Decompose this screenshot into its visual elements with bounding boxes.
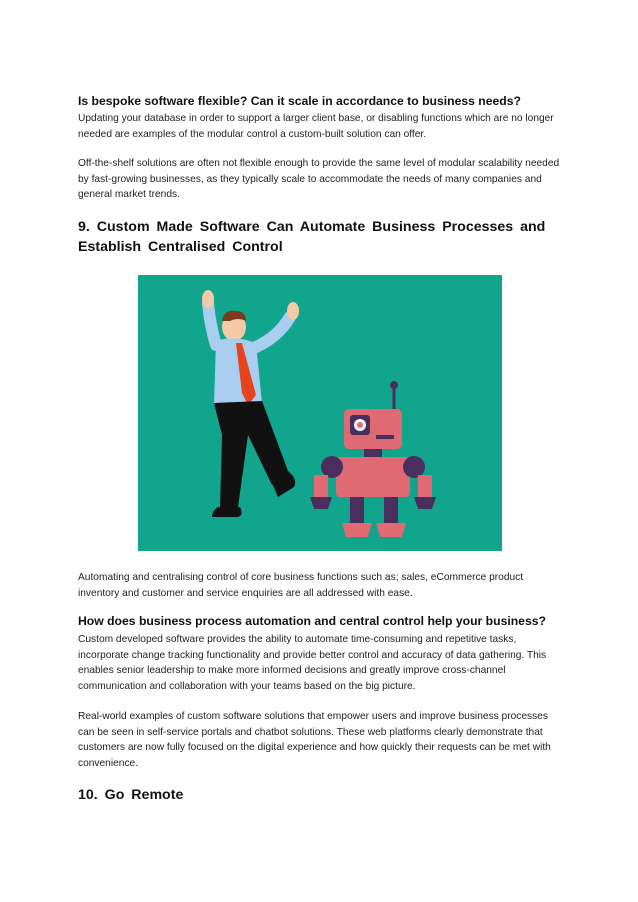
- businessman-figure: [202, 290, 299, 517]
- robot-figure: [310, 381, 436, 537]
- heading-section-10: 10. Go Remote: [78, 787, 184, 803]
- question-automation: How does business process automation and central control help your business?: [78, 614, 546, 628]
- paragraph-automating: Automating and centralising control of core business functions such as; sales, eCommerce product inventory and customer and service enquiries are all addressed with ease.: [78, 572, 524, 599]
- paragraph-custom-developed: Custom developed software provides the ability to automate time-consuming and repetitive tasks, incorporate change tracking functionality and provide better control and accuracy of data gathering. This enables senior leadership to make more informed decisions and greatly improve cross-channel communication and collaboration with your teams based on the big picture.: [78, 634, 547, 692]
- heading-section-9: 9. Custom Made Software Can Automate Business Processes and Establish Centralised Control: [78, 219, 546, 255]
- paragraph-updating-database: Updating your database in order to support a larger client base, or disabling functions which are no longer needed are examples of the modular control a custom-built solution can offer.: [78, 113, 554, 140]
- paragraph-real-world: Real-world examples of custom software solutions that empower users and improve business processes can be seen in self-service portals and chatbot solutions. These web platforms clearly demonstrate that customers are now fully focused on the digital experience and how quickly their requests can be met with convenience.: [78, 711, 551, 769]
- question-flexible: Is bespoke software flexible? Can it scale in accordance to business needs?: [78, 94, 521, 108]
- paragraph-off-the-shelf: Off-the-shelf solutions are often not flexible enough to provide the same level of modular scalability needed by fast-growing businesses, as they typically scale to accommodate the needs of many companies and general market trends.: [78, 158, 560, 201]
- businessman-robot-illustration: [138, 275, 502, 551]
